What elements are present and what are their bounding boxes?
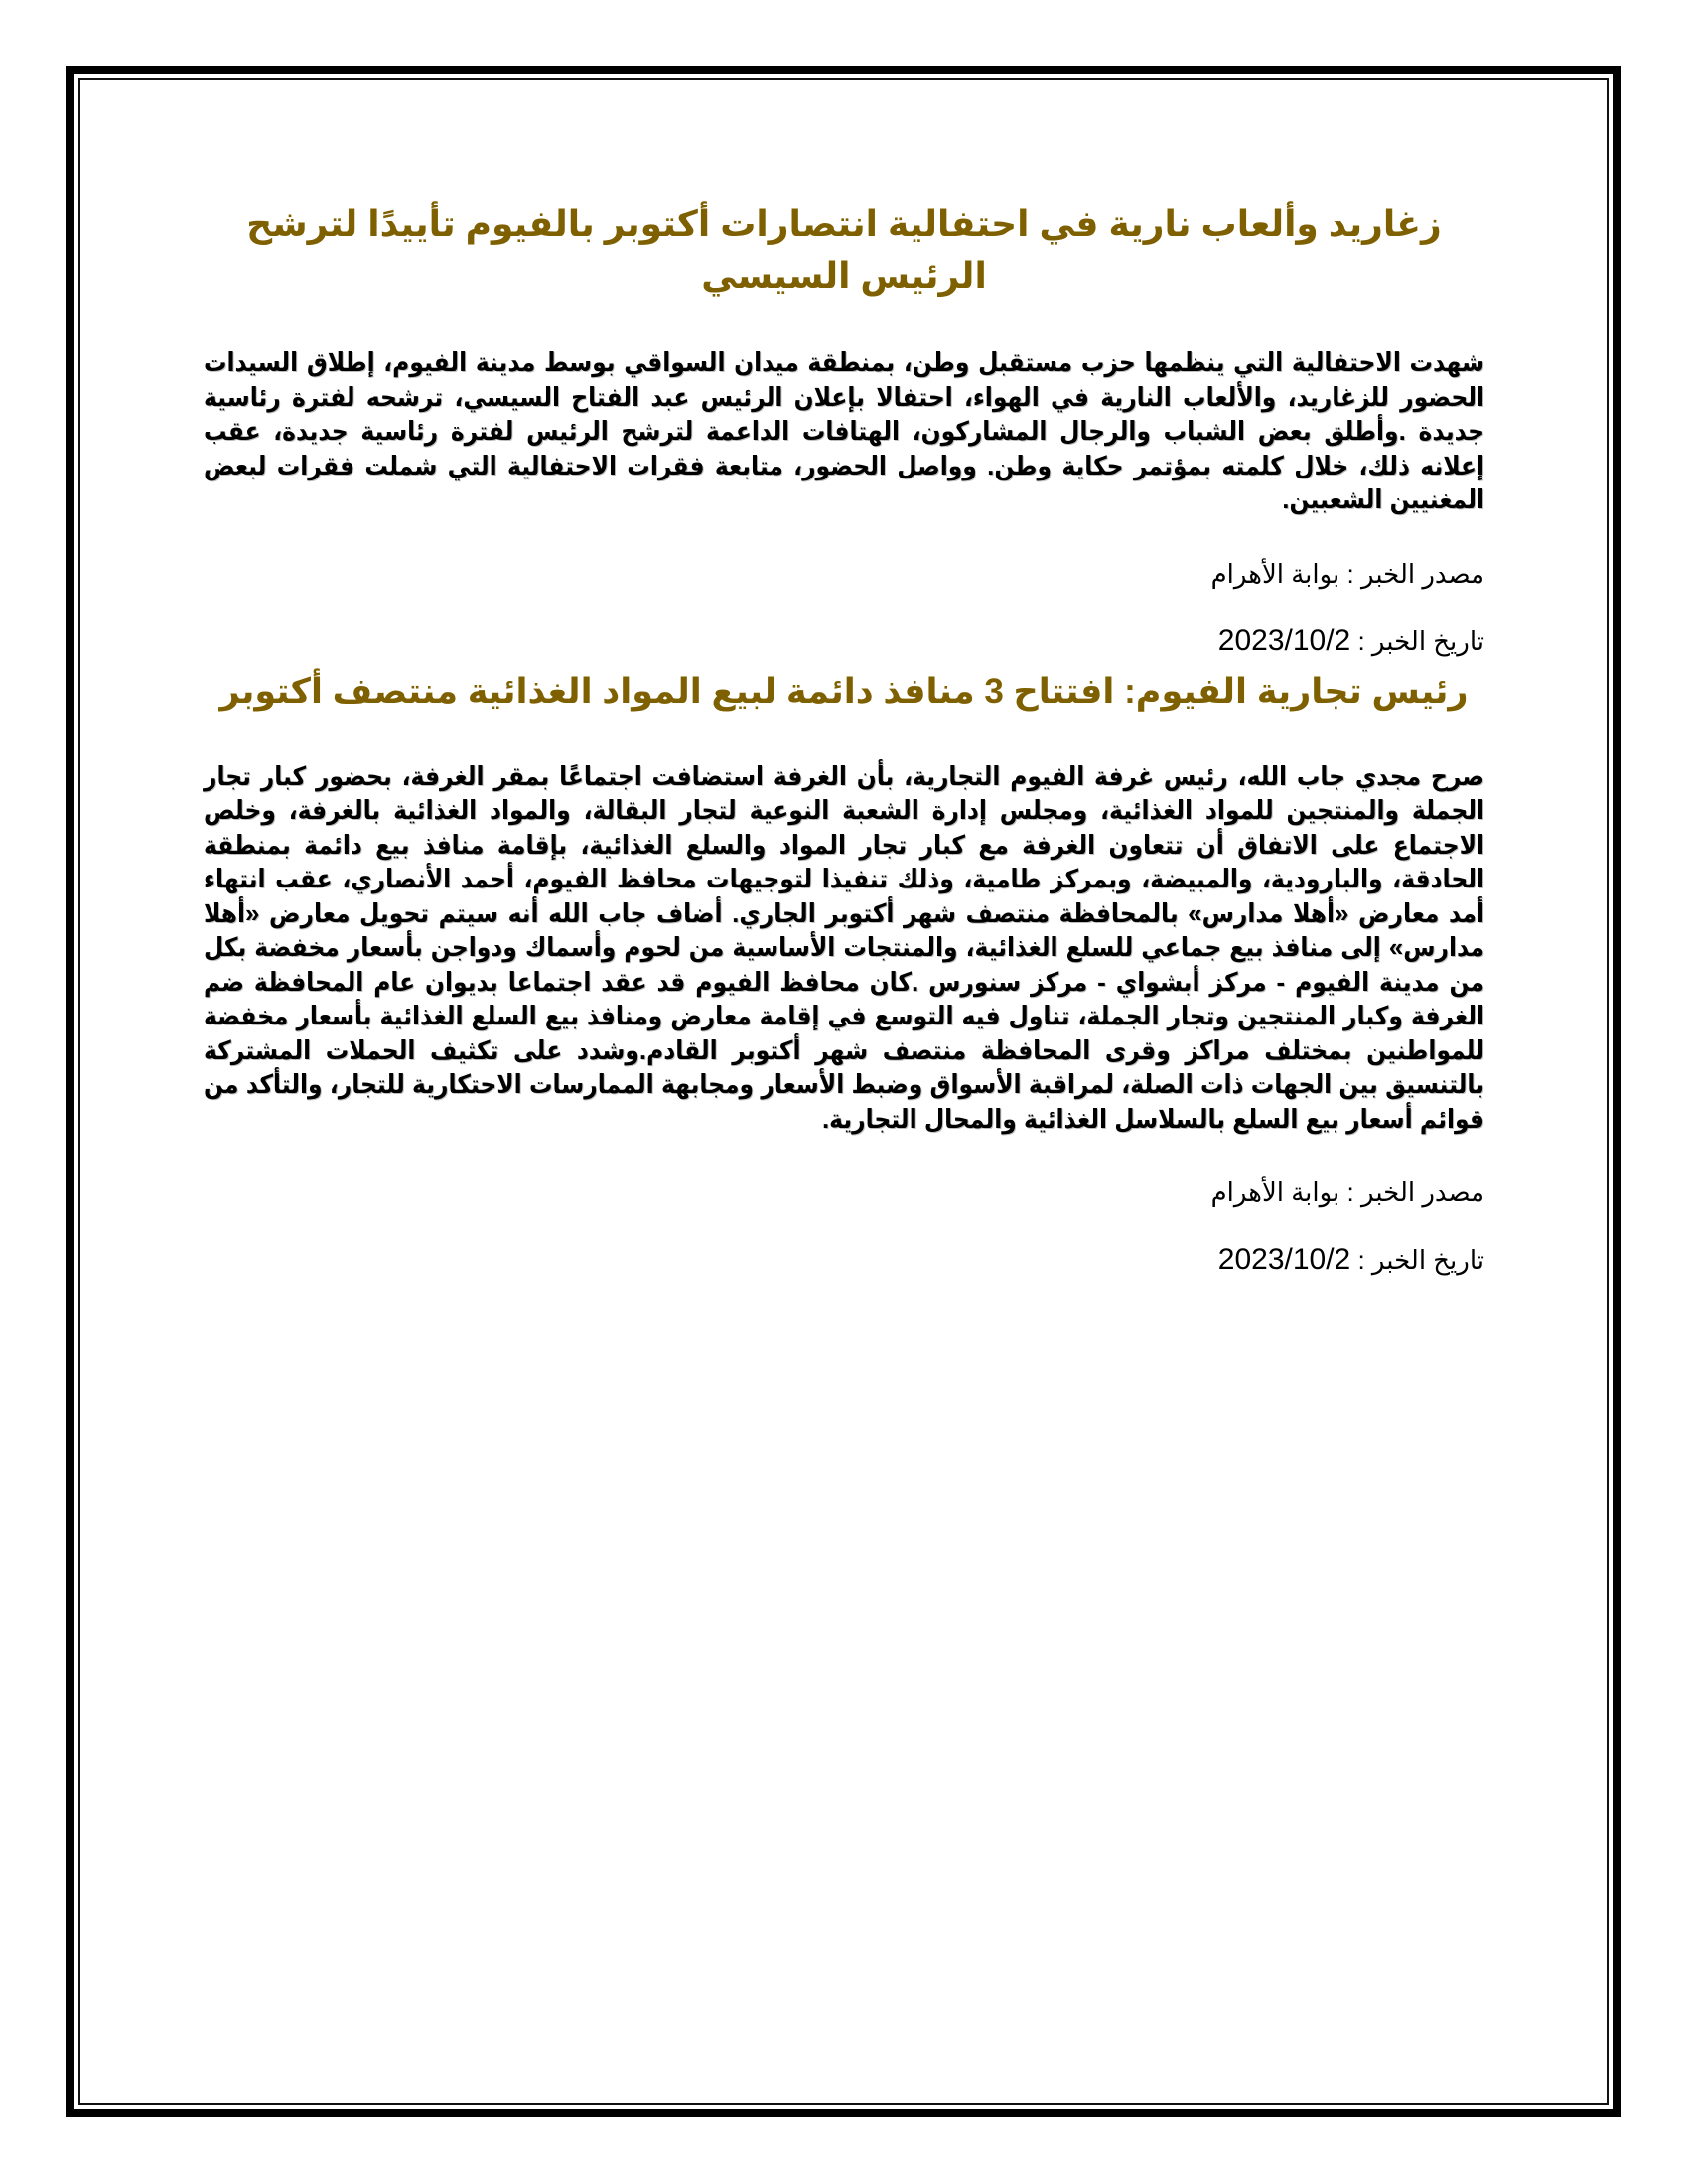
news-source — [204, 557, 1484, 591]
news-date-value: 2023/10/2 — [1217, 1243, 1351, 1276]
article-title: رئيس تجارية الفيوم: افتتاح 3 منافذ دائمة لبيع المواد الغذائية منتصف أكتوبر — [219, 671, 1469, 711]
article-title: زغاريد وألعاب نارية في احتفالية انتصارات أكتوبر بالفيوم تأييدًا لترشح الرئيس السيسي — [246, 204, 1442, 296]
news-source-label: مصدر الخبر : — [1346, 1177, 1484, 1207]
news-source — [204, 1175, 1484, 1209]
news-source-value: بوابة الأهرام — [1210, 1177, 1340, 1207]
news-date-value: 2023/10/2 — [1217, 623, 1351, 657]
news-date-label: تاريخ الخبر : — [1357, 625, 1484, 656]
news-date — [204, 624, 1484, 658]
news-date — [204, 1243, 1484, 1277]
article-body: شهدت الاحتفالية التي ينظمها حزب مستقبل وطن، بمنطقة ميدان السواقي بوسط مدينة الفيوم، إطلاق السيدات الحضور للزغاريد، والألعاب النارية في الهواء، احتفالا بإعلان الرئيس عبد الفتاح السيسي، ترشحه لفترة رئاسية جديدة .وأطلق بعض الشباب والرجال المشاركون، الهتافات الداعمة لترشح الرئيس لفترة رئاسية جديدة، عقب إعلانه ذلك، خلال كلمته بمؤتمر حكاية وطن. وواصل الحضور، متابعة فقرات الاحتفالية التي شملت فقرات لبعض المغنيين الشعبين. — [204, 347, 1484, 514]
article-body: صرح مجدي جاب الله، رئيس غرفة الفيوم التجارية، بأن الغرفة استضافت اجتماعًا بمقر الغرفة، بحضور كبار تجار الجملة والمنتجين للمواد الغذائية، ومجلس إدارة الشعبة النوعية لتجار البقالة، والمواد الغذائية بالغرفة، وخلص الاجتماع على الاتفاق أن تتعاون الغرفة مع كبار تجار المواد والسلع الغذائية، بإقامة منافذ بيع دائمة بمنطقة الحادقة، والبارودية، والمبيضة، وبمركز طامية، وذلك تنفيذا لتوجيهات محافظ الفيوم، أحمد الأنصاري، عقب انتهاء أمد معارض «أهلا مدارس» بالمحافظة منتصف شهر أكتوبر الجاري. أضاف جاب الله أنه سيتم تحويل معارض «أهلا مدارس» إلى منافذ بيع جماعي للسلع الغذائية، والمنتجات الأساسية من لحوم وأسماك ودواجن بأسعار مخفضة بكل من مدينة الفيوم - مركز أبشواي - مركز سنورس .كان محافظ الفيوم قد عقد اجتماعا بديوان عام المحافظة ضم الغرفة وكبار المنتجين وتجار الجملة، تناول فيه التوسع في إقامة معارض ومنافذ بيع السلع الغذائية بأسعار مخفضة للمواطنين بمختلف مراكز وقرى المحافظة منتصف شهر أكتوبر القادم.وشدد على تكثيف الحملات المشتركة بالتنسيق بين الجهات ذات الصلة، لمراقبة الأسواق وضبط الأسعار ومجابهة الممارسات الاحتكارية للتجار، والتأكد من قوائم أسعار بيع السلع بالسلاسل الغذائية والمحال التجارية. — [204, 760, 1484, 1134]
document-content — [204, 199, 1484, 1277]
news-source-value: بوابة الأهرام — [1210, 558, 1340, 589]
news-date-label: تاريخ الخبر : — [1357, 1245, 1484, 1275]
article-1 — [204, 199, 1484, 658]
article-2 — [204, 666, 1484, 1278]
news-source-label: مصدر الخبر : — [1346, 558, 1484, 589]
